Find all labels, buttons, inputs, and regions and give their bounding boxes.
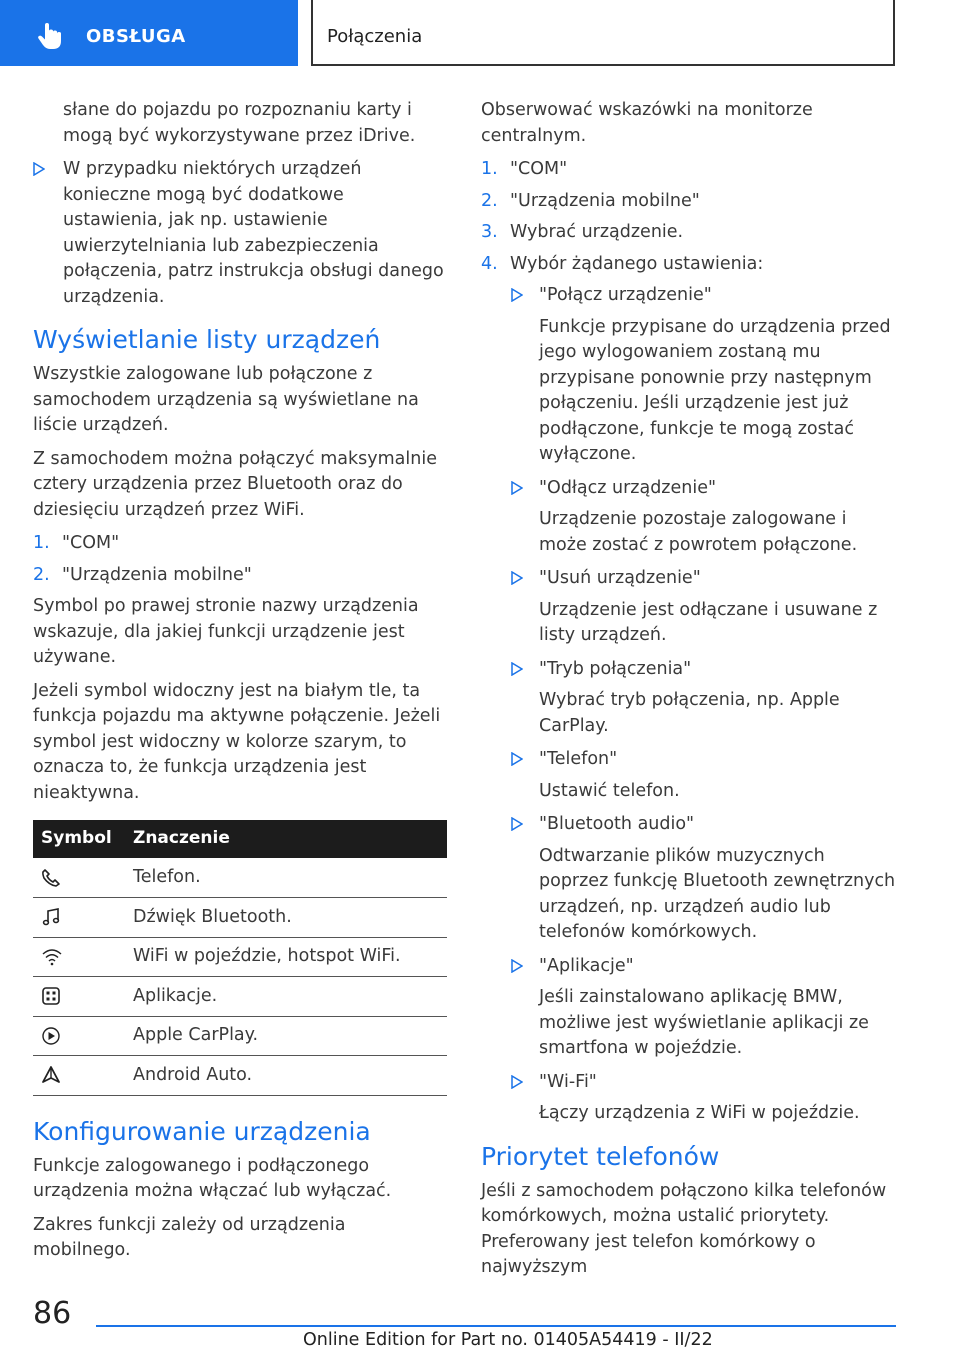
option-description: Wybrać tryb połączenia, np. Apple CarPlay. — [539, 690, 840, 736]
option-description: Urządzenie pozostaje zalogowane i może zostać z powrotem połączone. — [539, 509, 858, 555]
triangle-bullet-icon — [33, 162, 45, 176]
triangle-bullet-icon — [511, 1075, 523, 1089]
heading-configure-device: Konfigurowanie urządzenia — [33, 1116, 371, 1146]
table-row — [33, 1056, 447, 1096]
option-label: "Aplikacje" — [539, 955, 634, 976]
option-item — [481, 657, 899, 683]
triangle-bullet-icon — [511, 481, 523, 495]
step-item — [481, 220, 899, 246]
step-item — [33, 531, 447, 557]
option-description: Funkcje przypisane do urządzenia przed jego wylogowaniem zostaną mu przypisane ponownie przy następnym połączeniu. Jeśli urządzenie jest już podłączone, funkcje te mogą zostać wyłączone. — [539, 316, 891, 464]
option-item — [481, 954, 899, 980]
section-label: OBSŁUGA — [86, 26, 186, 47]
step-text: Wybór żądanego ustawienia: — [510, 253, 764, 274]
intro-bullet-text: W przypadku niektórych urządzeń konieczne mogą być dodatkowe ustawienia, jak np. ustawienie uwierzytelniania lub zabezpieczenia połączenia, patrz instrukcja obsługi danego urządzenia. — [63, 159, 444, 307]
section-tab — [0, 0, 298, 66]
table-cell-meaning: Apple CarPlay. — [125, 1016, 447, 1056]
option-description: Odtwarzanie plików muzycznych poprzez funkcję Bluetooth zewnętrznych urządzeń, np. urządzeń audio lub telefonów komórkowych. — [539, 845, 896, 942]
step-text: "COM" — [510, 159, 568, 179]
option-label: "Odłącz urządzenie" — [539, 477, 717, 498]
edition-footer: Online Edition for Part no. 01405A54419 - II/22 — [303, 1330, 713, 1350]
table-row — [33, 1016, 447, 1056]
table-header-row — [33, 820, 447, 858]
option-item — [481, 812, 899, 838]
triangle-bullet-icon — [511, 817, 523, 831]
step-text: Wybrać urządzenie. — [510, 222, 684, 242]
table-cell-meaning: Dźwięk Bluetooth. — [125, 898, 447, 938]
triangle-bullet-icon — [511, 662, 523, 676]
apps-icon — [41, 986, 61, 1006]
option-item — [481, 476, 899, 502]
step-item — [481, 157, 899, 183]
step-item — [481, 189, 899, 215]
symbol-table — [33, 820, 447, 1096]
paragraph-priority: Jeśli z samochodem połączono kilka telefonów komórkowych, można ustalić priorytety. Preferowany jest telefon komórkowy o najwyższym — [481, 1180, 887, 1277]
step-text: "Urządzenia mobilne" — [510, 190, 700, 211]
table-cell-meaning: Aplikacje. — [125, 977, 447, 1017]
paragraph-6: Zakres funkcji zależy od urządzenia mobilnego. — [33, 1214, 346, 1260]
left-column — [33, 98, 447, 1272]
chapter-title-box — [311, 0, 895, 66]
table-row — [33, 977, 447, 1017]
column-header-meaning: Znaczenie — [125, 820, 447, 858]
option-description: Urządzenie jest odłączane i usuwane z listy urządzeń. — [539, 599, 878, 645]
heading-phone-priority: Priorytet telefonów — [481, 1141, 720, 1171]
step-item — [481, 252, 899, 278]
step-number: 4. — [481, 253, 498, 274]
intro-bullet — [33, 157, 447, 310]
footer-divider — [96, 1325, 896, 1327]
table-cell-meaning: Android Auto. — [125, 1056, 447, 1096]
page-number: 86 — [33, 1296, 72, 1331]
music-note-icon — [41, 907, 61, 927]
step-number: 2. — [481, 190, 498, 211]
option-description: Jeśli zainstalowano aplikację BMW, możliwe jest wyświetlanie aplikacji ze smartfona w pojeździe. — [539, 987, 869, 1058]
chapter-title: Połączenia — [327, 26, 423, 47]
option-description: Ustawić telefon. — [539, 780, 680, 801]
right-column — [481, 98, 899, 1289]
heading-device-list: Wyświetlanie listy urządzeń — [33, 325, 381, 354]
option-label: "Tryb połączenia" — [539, 658, 692, 679]
option-label: "Bluetooth audio" — [539, 814, 695, 834]
step-text: "COM" — [62, 533, 120, 553]
option-label: "Połącz urządzenie" — [539, 285, 712, 305]
paragraph-5: Funkcje zalogowanego i podłączonego urządzenia można włączać lub wyłączać. — [33, 1155, 392, 1201]
option-item — [481, 283, 899, 309]
option-item — [481, 747, 899, 773]
option-label: "Telefon" — [539, 749, 618, 769]
option-label: "Usuń urządzenie" — [539, 568, 701, 588]
triangle-bullet-icon — [511, 288, 523, 302]
option-item — [481, 1070, 899, 1096]
carplay-icon — [41, 1026, 61, 1046]
table-cell-meaning: Telefon. — [125, 858, 447, 898]
android-auto-icon — [41, 1065, 61, 1085]
phone-icon — [41, 868, 61, 888]
step-number: 1. — [481, 159, 498, 179]
step-number: 2. — [33, 564, 50, 585]
step-text: "Urządzenia mobilne" — [62, 564, 252, 585]
paragraph-1: Wszystkie zalogowane lub połączone z samochodem urządzenia są wyświetlane na liście urządzeń. — [33, 364, 419, 435]
table-cell-meaning: WiFi w pojeździe, hotspot WiFi. — [125, 937, 447, 977]
intro-continuation: słane do pojazdu po rozpoznaniu karty i mogą być wykorzystywane przez iDrive. — [63, 100, 416, 146]
wifi-icon — [41, 947, 63, 967]
triangle-bullet-icon — [511, 752, 523, 766]
option-item — [481, 566, 899, 592]
column-header-symbol: Symbol — [33, 820, 125, 858]
step-number: 1. — [33, 533, 50, 553]
hand-pointer-icon — [36, 22, 64, 50]
option-label: "Wi-Fi" — [539, 1071, 597, 1092]
triangle-bullet-icon — [511, 571, 523, 585]
step-number: 3. — [481, 222, 498, 242]
table-row — [33, 937, 447, 977]
table-row — [33, 858, 447, 898]
table-row — [33, 898, 447, 938]
paragraph-3: Symbol po prawej stronie nazwy urządzenia wskazuje, dla jakiej funkcji urządzenie jest używane. — [33, 596, 419, 667]
paragraph-monitor: Obserwować wskazówki na monitorze centralnym. — [481, 100, 813, 146]
paragraph-2: Z samochodem można połączyć maksymalnie cztery urządzenia przez Bluetooth oraz do dziesięciu urządzeń przez WiFi. — [33, 448, 437, 520]
option-description: Łączy urządzenia z WiFi w pojeździe. — [539, 1103, 860, 1123]
paragraph-4: Jeżeli symbol widoczny jest na białym tle, ta funkcja pojazdu ma aktywne połączenie. Jeżeli symbol jest widoczny w kolorze szarym, to oznacza to, że funkcja urządzenia jest nieaktywna. — [33, 680, 441, 803]
triangle-bullet-icon — [511, 959, 523, 973]
step-item — [33, 563, 447, 589]
